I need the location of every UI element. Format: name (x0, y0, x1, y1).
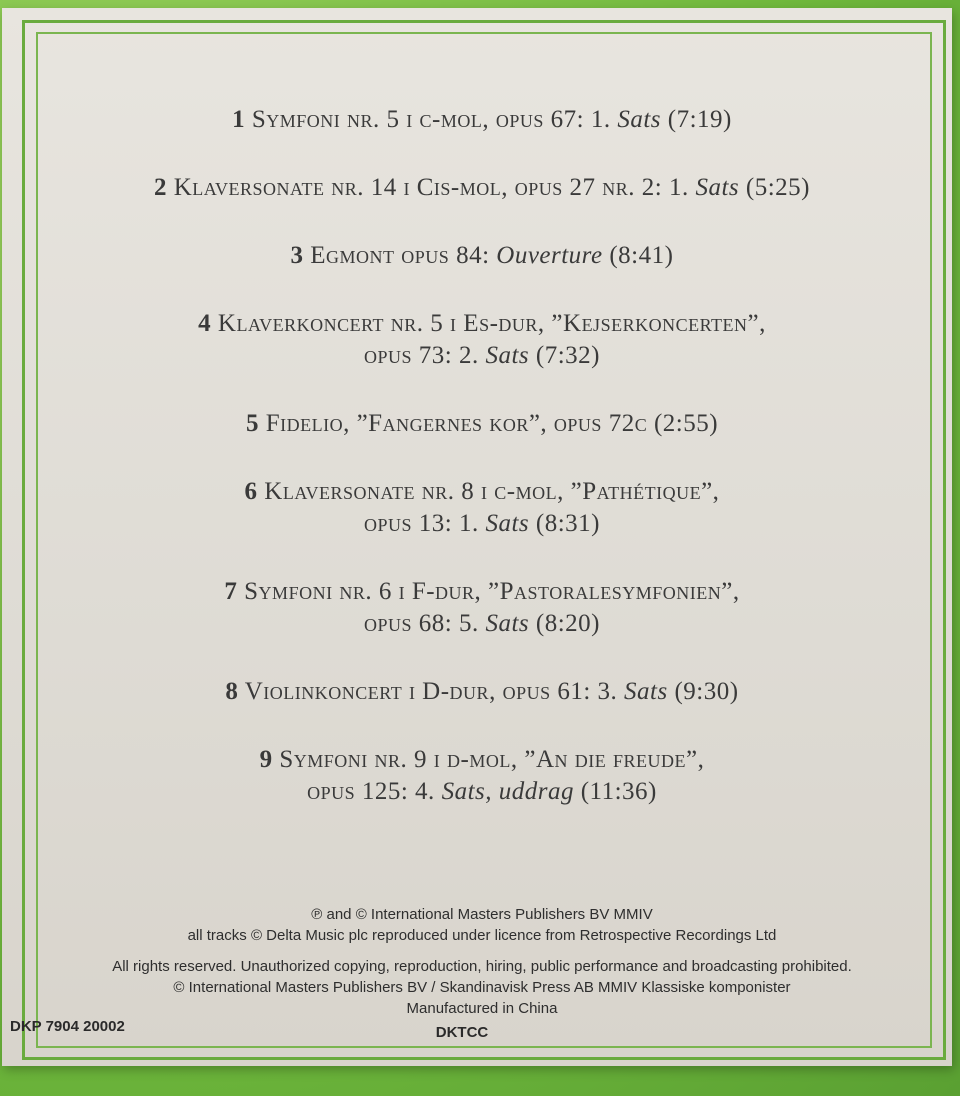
track-title: Klaverkoncert nr. 5 i Es-dur, ”Kejserkoncerten”, (217, 310, 766, 337)
track-duration: (7:19) (661, 106, 732, 133)
track-opus: opus 73: 2. (363, 342, 486, 369)
rights-block (42, 956, 922, 1019)
track-movement: Sats (624, 678, 668, 705)
track-item (42, 744, 922, 808)
track-title: Symfoni nr. 6 i F-dur, ”Pastoralesymfonien”, (244, 578, 740, 605)
track-duration: (9:30) (667, 678, 739, 705)
track-duration: (11:36) (573, 778, 657, 805)
track-movement: Sats (695, 174, 740, 201)
track-duration: (8:20) (529, 610, 600, 637)
track-title: Violinkoncert i D-dur, opus 61: 3. (244, 678, 625, 705)
label-code: DKTCC (435, 1024, 489, 1041)
track-number: 4 (198, 310, 212, 337)
track-opus: opus 13: 1. (363, 510, 486, 537)
track-number: 2 (153, 174, 167, 201)
track-title: Fidelio, ”Fangernes kor”, opus 72c (2:55) (265, 410, 719, 437)
track-title: Symfoni nr. 9 i d-mol, ”An die freude”, (279, 746, 705, 773)
track-item (42, 172, 922, 204)
track-number: 9 (259, 746, 273, 773)
catalog-number: DKP 7904 20002 (10, 1018, 125, 1035)
track-movement: Sats (485, 342, 530, 369)
track-movement: Sats (617, 106, 662, 133)
licence-line: all tracks © Delta Music plc reproduced under licence from Retrospective Recordings Ltd (187, 927, 777, 944)
track-title: Klaversonate nr. 14 i Cis-mol, opus 27 nr. 2: 1. (173, 174, 696, 201)
track-number: 7 (224, 578, 238, 605)
track-number: 3 (290, 242, 304, 269)
track-title: Egmont opus 84: (310, 242, 497, 269)
track-list (42, 104, 922, 844)
track-movement: Ouverture (496, 242, 603, 269)
track-item (42, 104, 922, 136)
track-number: 6 (244, 478, 258, 505)
track-title: Klaversonate nr. 8 i c-mol, ”Pathétique”, (264, 478, 720, 505)
track-duration: (8:41) (602, 242, 674, 269)
copyright-line: ℗ and © International Masters Publishers BV MMIV (311, 906, 653, 923)
track-item (42, 676, 922, 708)
track-title: Symfoni nr. 5 i c-mol, opus 67: 1. (251, 106, 618, 133)
track-movement: Sats (485, 610, 530, 637)
track-item (42, 408, 922, 440)
track-item (42, 576, 922, 640)
track-number: 5 (245, 410, 259, 437)
track-item (42, 476, 922, 540)
publisher-line: © International Masters Publishers BV / Skandinavisk Press AB MMIV Klassiske komponister (173, 979, 791, 996)
track-opus: opus 68: 5. (363, 610, 486, 637)
track-opus: opus 125: 4. (307, 778, 442, 805)
manufactured-line: Manufactured in China (406, 1000, 558, 1017)
copyright-block (42, 904, 922, 946)
track-movement: Sats (485, 510, 530, 537)
rights-line: All rights reserved. Unauthorized copying, reproduction, hiring, public performance and broadcasting prohibited. (112, 958, 852, 975)
track-duration: (8:31) (529, 510, 600, 537)
track-item (42, 308, 922, 372)
track-number: 8 (225, 678, 239, 705)
cd-back-card (2, 8, 952, 1066)
track-number: 1 (232, 106, 246, 133)
track-movement: Sats, uddrag (441, 778, 574, 805)
track-item (42, 240, 922, 272)
track-duration: (5:25) (739, 174, 810, 201)
track-duration: (7:32) (529, 342, 600, 369)
